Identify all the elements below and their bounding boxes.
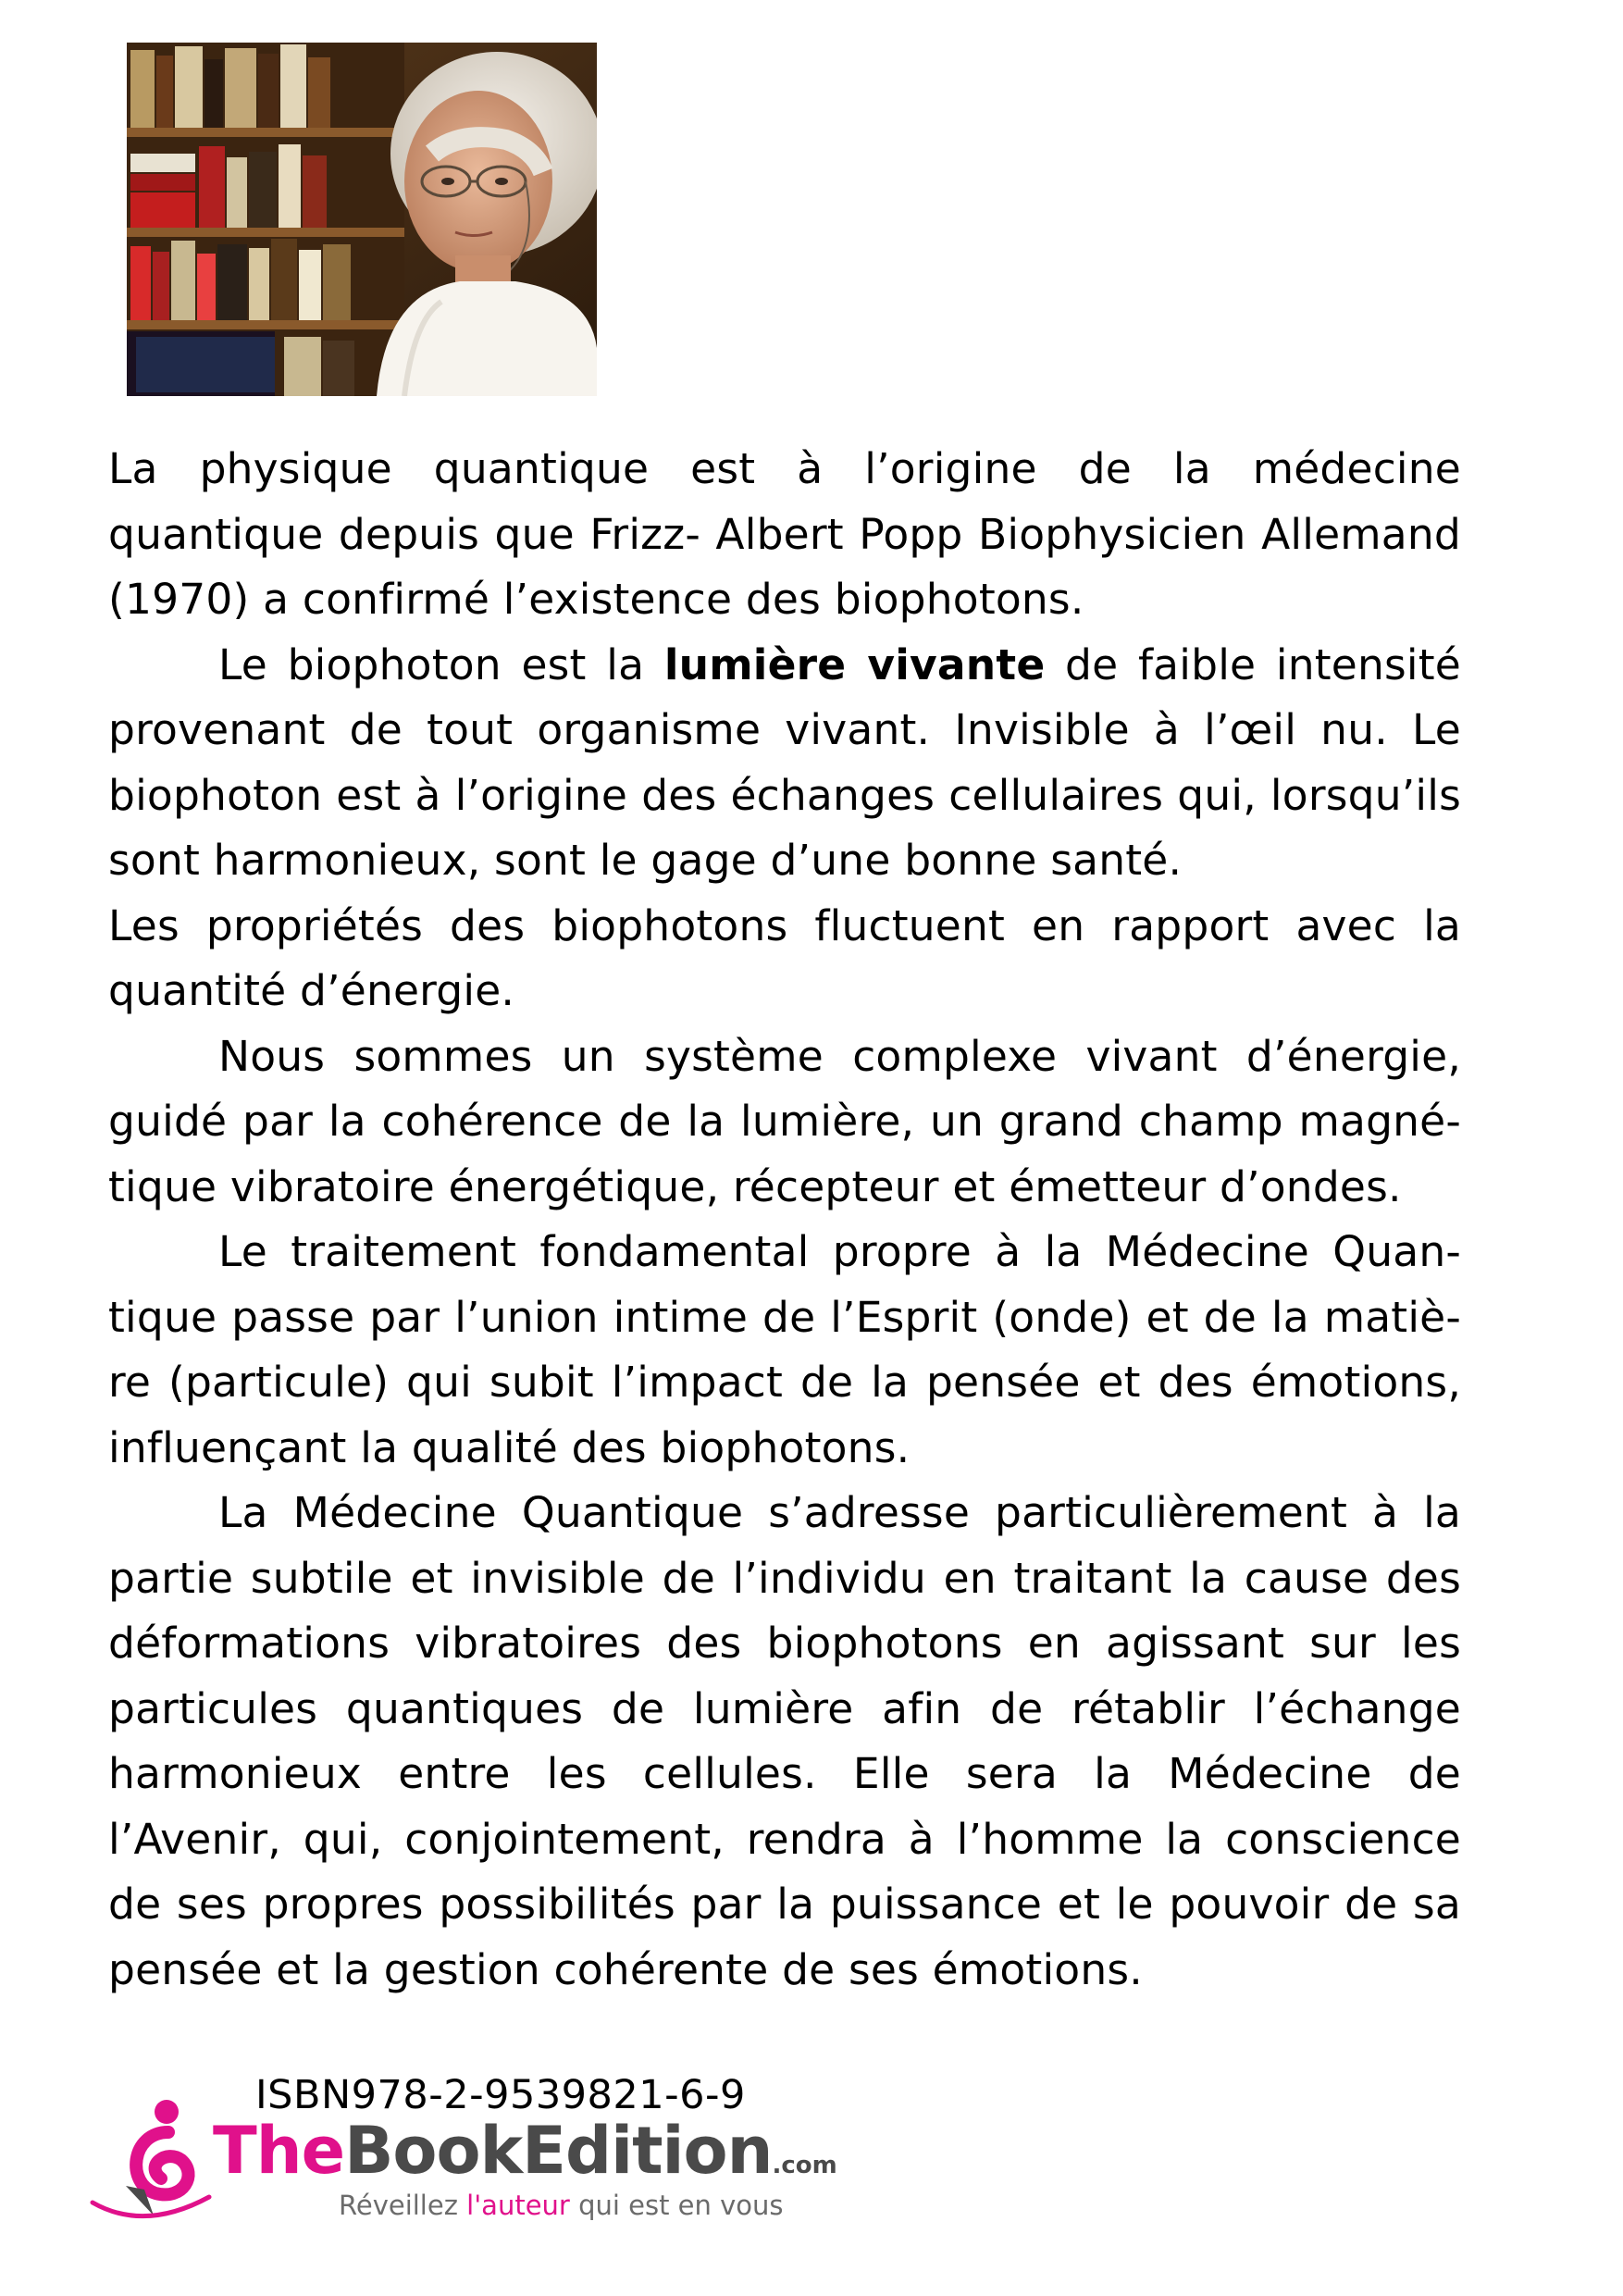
- paragraph-1-text: La physique quantique est à l’origine de la médecine quantique depuis que Frizz- Albert Popp Biophysicien Allemand (1970) a confirmé l’existence des biophotons.: [108, 444, 1461, 624]
- wordmark-edition: Edition: [522, 2113, 773, 2189]
- publisher-logo-icon: [89, 2093, 218, 2232]
- author-photo: [127, 43, 597, 396]
- paragraph-2-text-b: de faible intensité provenant de tout organisme vivant. Invisible à l’œil nu. Le biophoton est à l’origine des échanges cellulaires qui, lorsqu’ils sont harmonieux, sont le gage d’une bonne santé.: [108, 639, 1461, 885]
- paragraph-6-text: La Médecine Quantique s’adresse particulièrement à la partie subtile et invisible de l’individu en traitant la cause des déformations vibratoires des biophotons en agissant sur les particules quantiques de lumière afin de rétablir l’échange harmonieux entre les cellules. Elle sera la Médecine de l’Avenir, qui, conjointement, rendra à l’homme la conscience de ses propres possibilités par la puissance et le pouvoir de sa pensée et la gestion cohérente de ses émotions.: [108, 1488, 1461, 1994]
- isbn-number: ISBN978-2-9539821-6-9: [255, 2072, 746, 2118]
- wordmark-com: .com: [772, 2152, 837, 2179]
- paragraph-2: [108, 633, 1461, 894]
- paragraph-5-text: Le traitement fondamental propre à la Médecine Quan-tique passe par l’union intime de l’Esprit (onde) et de la matiè-re (particule) qui subit l’impact de la pensée et des émotions, influençant la qualité des biophotons.: [108, 1227, 1461, 1472]
- paragraph-2-bold-term: lumière vivante: [663, 639, 1046, 689]
- paragraph-4-text: Nous sommes un système complexe vivant d’énergie, guidé par la cohérence de la lumière, un grand champ magné-tique vibratoire énergétique, récepteur et émetteur d’ondes.: [108, 1031, 1461, 1211]
- tagline-accent: l'auteur: [466, 2190, 570, 2221]
- paragraph-4: [108, 1024, 1461, 1221]
- tagline-before: Réveillez: [339, 2190, 467, 2221]
- wordmark-the: The: [213, 2113, 345, 2189]
- wordmark-book: Book: [344, 2113, 523, 2189]
- paragraph-3-text: Les propriétés des biophotons fluctuent en rapport avec la quantité d’énergie.: [108, 900, 1461, 1015]
- paragraph-6: [108, 1481, 1461, 2003]
- paragraph-5: [108, 1220, 1461, 1481]
- paragraph-2-text-a: Le biophoton est la: [218, 639, 664, 689]
- paragraph-3: [108, 894, 1461, 1024]
- back-cover-text: [108, 437, 1461, 2003]
- publisher-tagline: [339, 2190, 784, 2221]
- paragraph-1: [108, 437, 1461, 633]
- publisher-logo: [89, 2093, 848, 2241]
- tagline-after: qui est en vous: [569, 2190, 784, 2221]
